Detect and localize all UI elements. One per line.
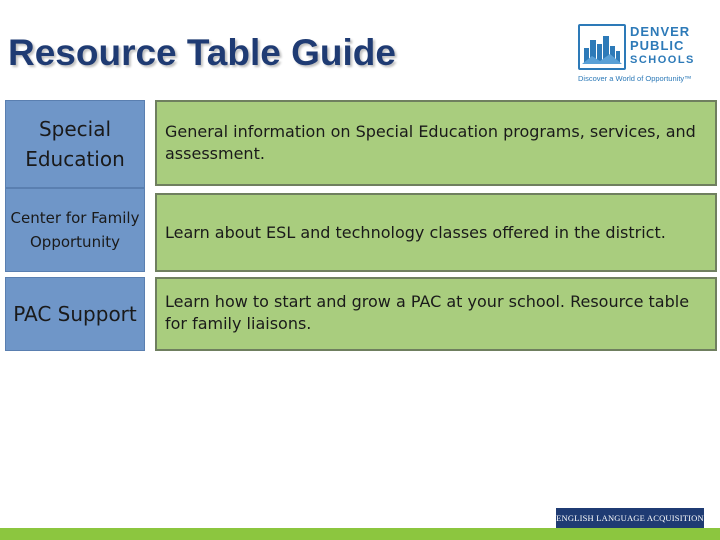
resource-description: General information on Special Education programs, services, and assessment.: [155, 100, 717, 186]
city-skyline-icon: [578, 24, 626, 70]
resource-description: Learn about ESL and technology classes offered in the district.: [155, 193, 717, 272]
resource-label: PAC Support: [5, 277, 145, 351]
logo-line-1: DENVER: [630, 24, 691, 39]
resource-label: Center for Family Opportunity: [5, 188, 145, 272]
page-title: Resource Table Guide: [8, 32, 396, 73]
resource-label: Special Education: [5, 100, 145, 188]
resource-description: Learn how to start and grow a PAC at your school. Resource table for family liaisons.: [155, 277, 717, 351]
logo-tagline: Discover a World of Opportunity™: [578, 74, 692, 83]
logo-wordmark: [630, 25, 695, 67]
district-logo: [578, 24, 706, 86]
footer-badge: ENGLISH LANGUAGE ACQUISITION: [556, 508, 704, 528]
footer-bar: [0, 528, 720, 540]
logo-line-3: SCHOOLS: [630, 54, 695, 66]
logo-line-2: PUBLIC: [630, 38, 685, 53]
